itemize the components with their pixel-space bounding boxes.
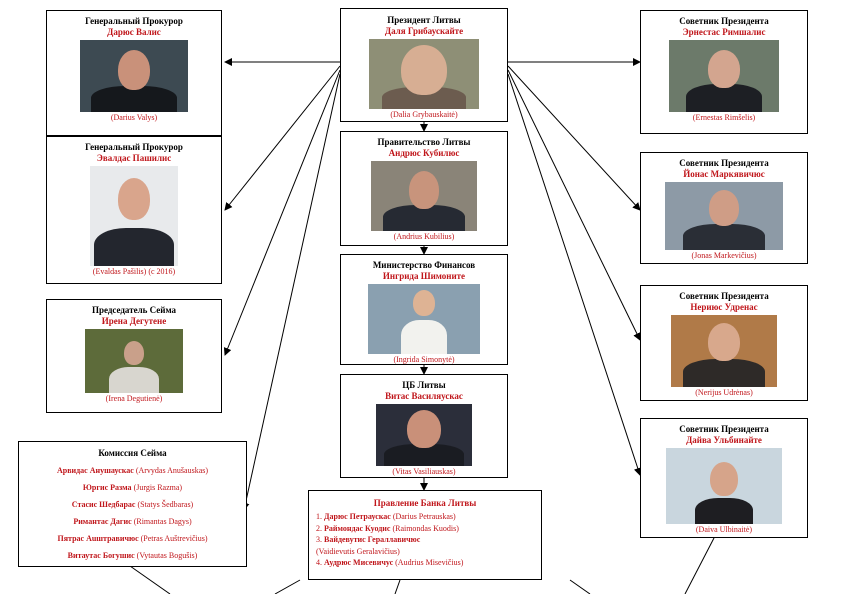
board-member-latin-row [316, 546, 541, 558]
advisor2-latin: (Jonas Markevičius) [691, 251, 757, 260]
advisor-box-1 [640, 10, 808, 134]
commission-list [19, 462, 246, 564]
board-member [316, 534, 541, 546]
advisor4-latin: (Daiva Ulbinaitė) [695, 525, 753, 534]
finance-box [340, 254, 508, 365]
advisor2-photo [665, 182, 783, 250]
commission-member [19, 462, 246, 479]
president-latin: (Dalia Grybauskaitė) [390, 110, 458, 119]
government-latin: (Andrius Kubilius) [393, 232, 455, 241]
finance-title: Министерство Финансов [372, 260, 476, 270]
commission-member-latin: (Petras Auštrevičius) [140, 534, 208, 543]
president-box [340, 8, 508, 122]
board-member-name: Дарюс Петраускас [324, 512, 391, 521]
board-member [316, 511, 541, 523]
advisor-box-4 [640, 418, 808, 538]
commission-member-latin: (Jurgis Razma) [133, 483, 183, 492]
seimas-chair-latin: (Irena Degutienė) [105, 394, 163, 403]
commission-member-name: Пятрас Auштравичюс [57, 534, 139, 543]
board-member-num: 3. [316, 535, 322, 544]
finance-photo [368, 284, 480, 354]
prosecutor1-title: Генеральный Прокурор [85, 16, 183, 26]
advisor3-photo [671, 315, 777, 387]
bank-board-box [308, 490, 542, 580]
commission-member-latin: (Rimantas Dagys) [133, 517, 192, 526]
government-title: Правительство Литвы [377, 137, 471, 147]
board-member-latin: (Audrius Misevičius) [395, 558, 464, 567]
advisor-box-2 [640, 152, 808, 264]
central-bank-name: Витас Василяускас [385, 391, 463, 401]
advisor1-name: Эрнестас Римшалис [682, 27, 766, 37]
commission-member-latin: (Arvydas Anušauskas) [135, 466, 209, 475]
advisor1-title: Советник Президента [679, 16, 769, 26]
president-title: Президент Литвы [387, 15, 461, 25]
commission-member [19, 479, 246, 496]
seimas-commission-box [18, 441, 247, 567]
board-member-num: 1. [316, 512, 322, 521]
commission-member-name: Римантас Дагис [73, 517, 132, 526]
advisor4-name: Дайва Ульбинайте [686, 435, 762, 445]
advisor2-title: Советник Президента [679, 158, 769, 168]
board-member-num: 4. [316, 558, 322, 567]
seimas-chair-photo [85, 329, 183, 393]
board-member [316, 557, 541, 569]
commission-member-name: Арвидас Анушаускас [56, 466, 134, 475]
central-bank-box [340, 374, 508, 478]
commission-member-name: Витаутас Богушис [67, 551, 135, 560]
central-bank-photo [376, 404, 472, 466]
arrow-to-advisor3 [508, 70, 640, 340]
seimas-chair-name: Ирена Дегутене [101, 316, 167, 326]
arrow-to-commission [244, 74, 340, 510]
prosecutor2-latin: (Evaldas Pašilis) (с 2016) [92, 267, 176, 276]
commission-member-name: Стасис Шедбарас [71, 500, 136, 509]
prosecutor2-name: Эвалдас Пашилис [96, 153, 172, 163]
commission-member [19, 513, 246, 530]
prosecutor2-photo [90, 166, 178, 266]
president-photo [369, 39, 479, 109]
arrow-to-seimas-chair [225, 70, 340, 355]
prosecutor1-photo [80, 40, 188, 112]
president-name: Даля Грибаускайте [384, 26, 464, 36]
government-photo [371, 161, 477, 231]
advisor-box-3 [640, 285, 808, 401]
arrow-to-prosecutor2 [225, 66, 340, 210]
board-member-name: Аудрюс Мисевичус [324, 558, 394, 567]
advisor3-name: Нериюс Удренас [690, 302, 758, 312]
advisor4-photo [666, 448, 782, 524]
prosecutor1-name: Дарюс Валис [107, 27, 161, 37]
board-member-latin: (Raimondas Kuodis) [392, 523, 459, 533]
advisor2-name: Йонас Маркявичюс [683, 169, 765, 179]
board-member-latin: (Vaidievutis Geralavičius) [316, 546, 400, 556]
board-member-name: Вайдевутис Гераллавичюс [324, 535, 421, 544]
advisor3-title: Советник Президента [679, 291, 769, 301]
prosecutor-box-1 [46, 10, 222, 136]
commission-member-latin: (Statys Šedbaras) [137, 500, 194, 509]
government-name: Андрюс Кубилюс [388, 148, 460, 158]
central-bank-title: ЦБ Литвы [402, 380, 446, 390]
advisor1-latin: (Ernestas Rimšelis) [692, 113, 756, 122]
commission-member [19, 530, 246, 547]
advisor3-latin: (Nerijus Udrėnas) [695, 388, 753, 397]
finance-latin: (Ingrida Simonytė) [393, 355, 455, 364]
finance-name: Ингрида Шимоните [382, 271, 466, 281]
seimas-chair-box [46, 299, 222, 413]
board-member-num: 2. [316, 523, 322, 533]
board-member-name: Раймондас Куодис [324, 523, 391, 533]
commission-title: Комиссия Сейма [98, 448, 167, 458]
commission-member [19, 547, 246, 564]
arrow-to-advisor2 [508, 66, 640, 210]
bank-board-title: Правление Банка Литвы [373, 498, 477, 508]
commission-member-latin: (Vytautas Bogušis) [136, 551, 198, 560]
prosecutor-box-2 [46, 136, 222, 284]
board-member [316, 523, 541, 535]
central-bank-latin: (Vitas Vasiliauskas) [392, 467, 456, 476]
prosecutor2-title: Генеральный Прокурор [85, 142, 183, 152]
arrow-to-advisor4 [508, 74, 640, 475]
prosecutor1-latin: (Darius Valys) [110, 113, 158, 122]
seimas-chair-title: Председатель Сейма [91, 305, 177, 315]
commission-member-name: Юргис Разма [82, 483, 132, 492]
advisor1-photo [669, 40, 779, 112]
commission-member [19, 496, 246, 513]
government-box [340, 131, 508, 246]
bank-board-list [309, 511, 541, 569]
board-member-latin: (Darius Petrauskas) [392, 512, 456, 521]
advisor4-title: Советник Президента [679, 424, 769, 434]
